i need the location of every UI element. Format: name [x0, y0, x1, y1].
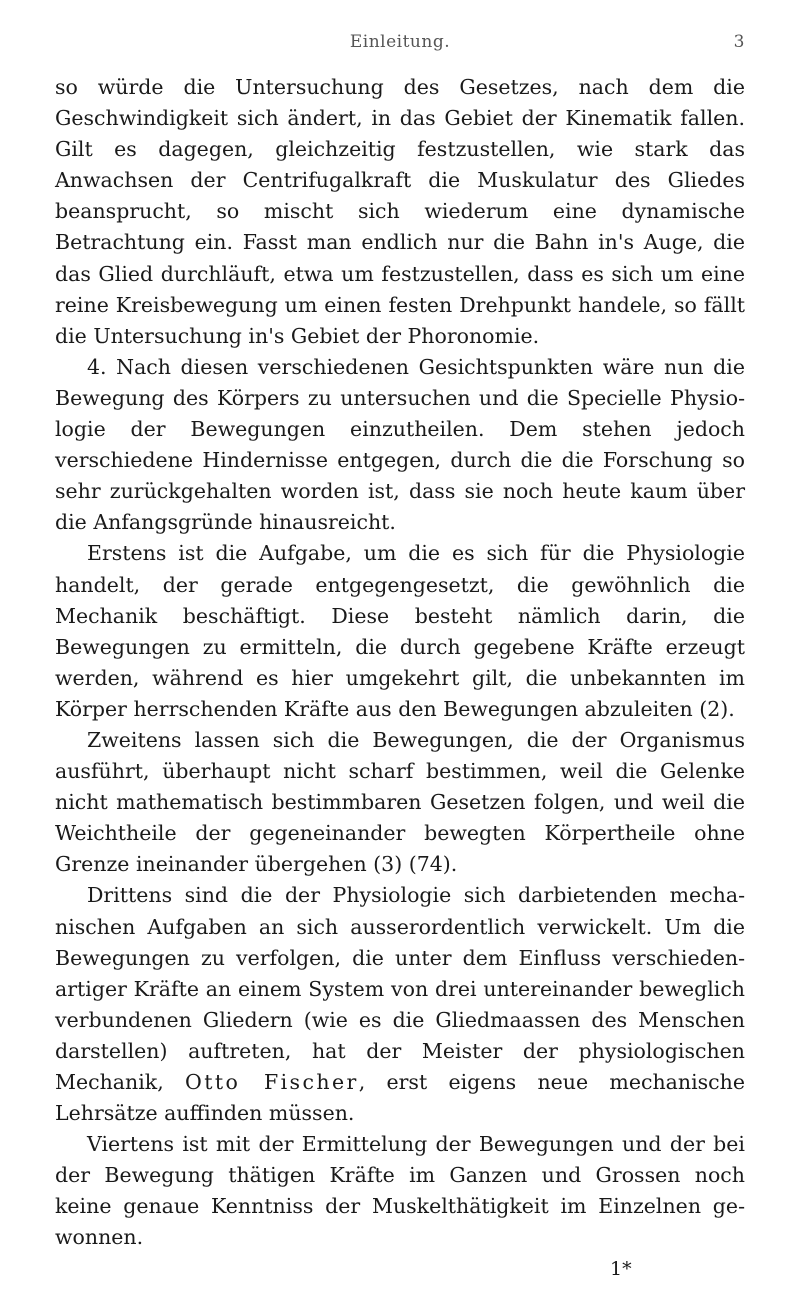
signature-mark-row [55, 1256, 745, 1290]
body-text [55, 72, 745, 1254]
page-number: 3 [733, 32, 745, 52]
running-head-title: Einleitung. [349, 32, 451, 52]
running-head [55, 32, 745, 72]
paragraph-5-text-before: Drittens sind die der Physiologie sich darbietenden mechanischen Aufgaben an sich ausserordentlich verwickelt. Um die Bewegungen zu verfolgen, die unter dem Einfluss verschiedenartiger Kräfte an einem System von drei untereinander beweglich verbundenen Gliedern (wie es die Gliedmaassen des Menschen darstellen) auftreten, hat der Meister der physiologischen Mechanik, [55, 883, 745, 1094]
paragraph-2: 4. Nach diesen verschiedenen Gesichtspunkten wäre nun die Bewegung des Körpers zu untersuchen und die Specielle Physiologie der Bewegungen einzutheilen. Dem stehen jedoch verschiedene Hindernisse entgegen, durch die die Forschung so sehr zurückgehalten worden ist, dass sie noch heute kaum über die Anfangsgründe hinausreicht. [55, 354, 745, 535]
paragraph-3: Erstens ist die Aufgabe, um die es sich für die Physiologie handelt, der gerade entgegengesetzt, die gewöhnlich die Mechanik beschäftigt. Diese besteht nämlich darin, die Bewegungen zu ermitteln, die durch gegebene Kräfte erzeugt werden, während es hier umgekehrt gilt, die unbekannten im Körper herrschenden Kräfte aus den Bewegungen abzuleiten (2). [55, 541, 745, 721]
author-name: Otto Fischer [185, 1070, 359, 1094]
paragraph-4: Zweitens lassen sich die Bewegungen, die der Organismus ausführt, überhaupt nicht scharf bestimmen, weil die Gelenke nicht mathematisch bestimmbaren Gesetzen folgen, und weil die Weichtheile der gegeneinander bewegten Körpertheile ohne Grenze ineinander übergehen (3) (74). [55, 727, 745, 877]
book-page [55, 32, 745, 1290]
signature-mark: 1* [610, 1257, 632, 1280]
paragraph-6: Viertens ist mit der Ermittelung der Bewegungen und der bei der Bewegung thätigen Kräfte im Ganzen und Grossen noch keine genaue Kenntniss der Muskelthätigkeit im Einzelnen gewonnen. [55, 1132, 745, 1250]
paragraph-5-text-after: , erst eigens neue mechanische Lehrsätze auffinden müssen. [55, 1070, 746, 1126]
paragraph-5 [55, 880, 745, 1129]
paragraph-1: so würde die Untersuchung des Gesetzes, nach dem die Geschwindigkeit sich ändert, in das Gebiet der Kinematik fallen. Gilt es dagegen, gleichzeitig festzustellen, wie stark das Anwachsen der Centrifugalkraft die Muskulatur des Gliedes beansprucht, so mischt sich wiederum eine dynamische Betrachtung ein. Fasst man endlich nur die Bahn in's Auge, die das Glied durchläuft, etwa um festzustellen, dass es sich um eine reine Kreisbewegung um einen festen Drehpunkt handele, so fällt die Untersuchung in's Gebiet der Phoronomie. [55, 75, 745, 348]
